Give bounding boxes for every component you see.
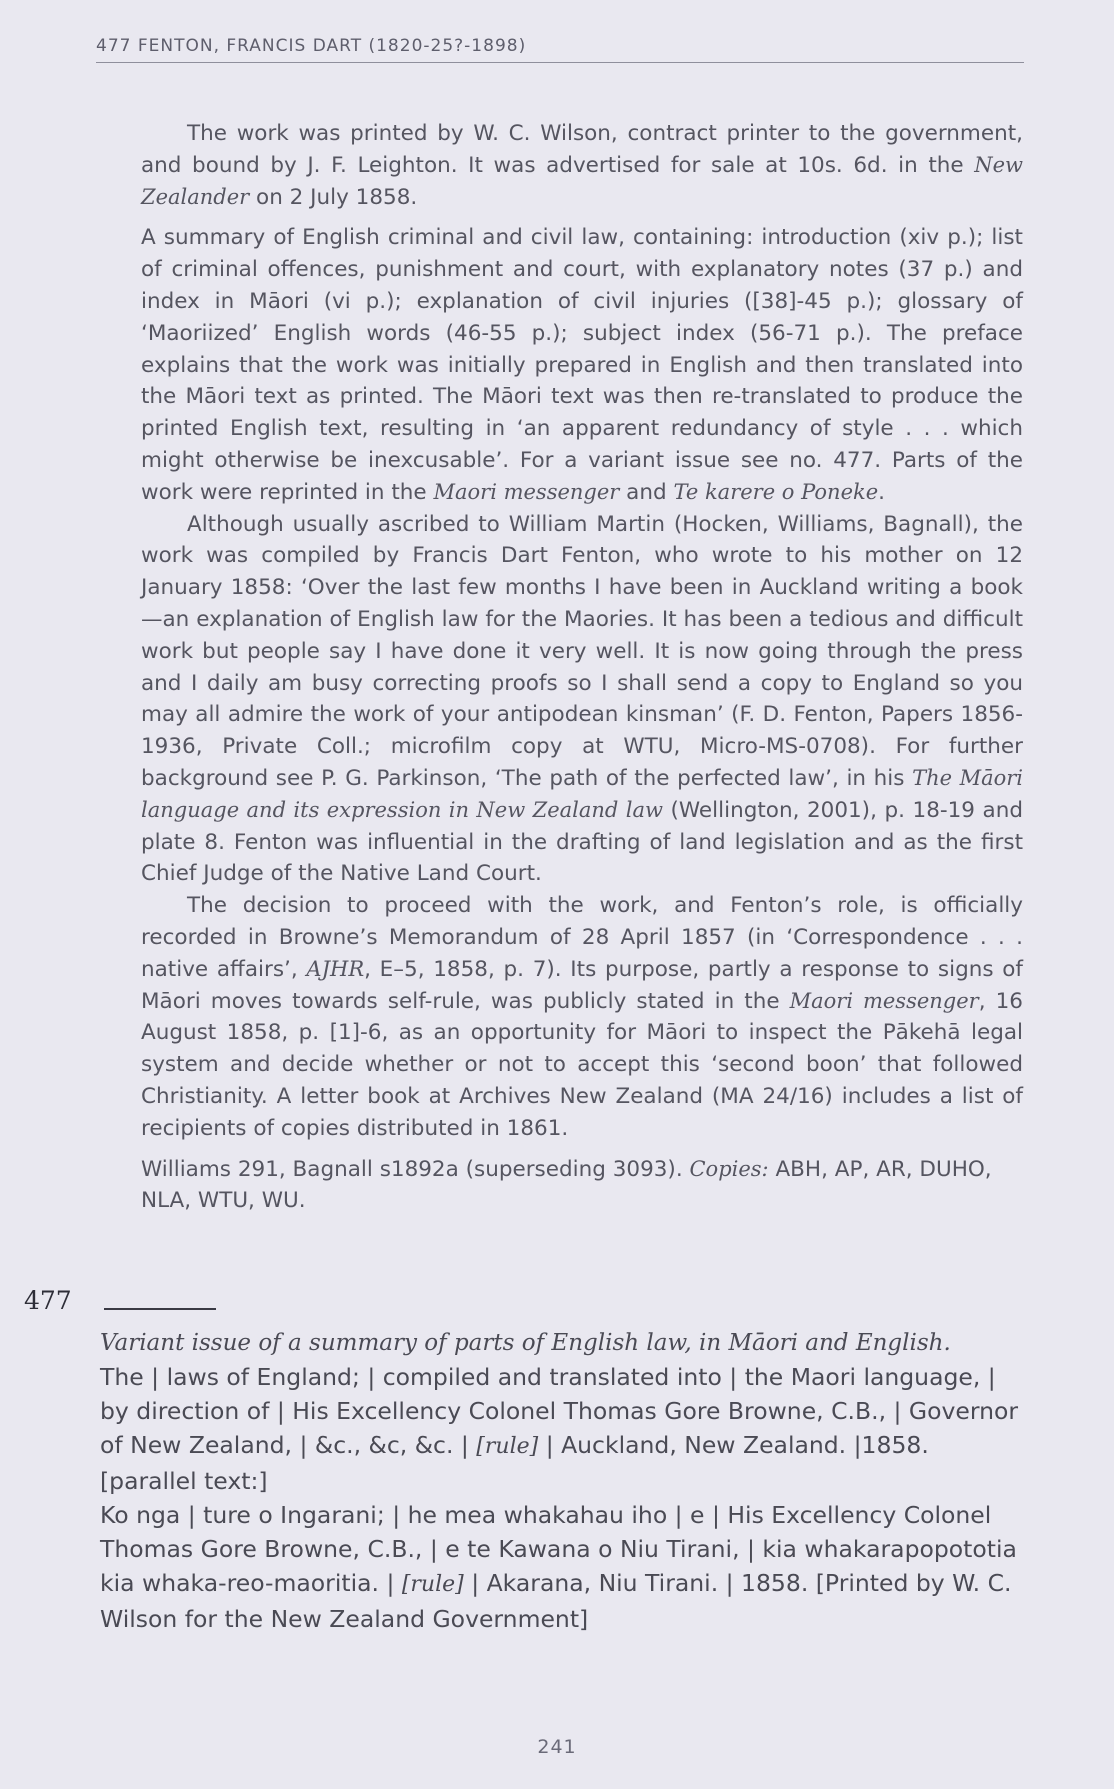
entry-number: 477 xyxy=(24,1286,72,1315)
note-summary: A summary of English criminal and civil law, containing: introduction (xiv p.); list of criminal offences, punishment and court, with explanatory notes (37 p.) and index in Māori (vi p.); explanation of civil injuries ([38]-45 p.); glossary of ‘Maoriized’ English words (46-55 p.); subject index (56-71 p.). The preface explains that the work was initially prepared in English and then translated into the Māori text as printed. The Māori text was then re-translated to produce the printed English text, resulting in ‘an apparent redundancy of style . . . which might otherwise be inexcusable’. For a variant issue see no. 477. Parts of the work were reprinted in the Maori messenger and Te karere o Poneke. xyxy=(141,225,1023,505)
copies-label: Copies: xyxy=(689,1156,769,1181)
title-citation: New Zealander xyxy=(141,152,1023,209)
title-citation: Te karere o Poneke xyxy=(673,479,879,504)
parallel-label: [parallel text:] xyxy=(100,1467,268,1495)
note-decision: The decision to proceed with the work, and Fenton’s role, is officially recorded in Browne’s Memorandum of 28 April 1857 (in ‘Correspondence . . . native affairs’, AJHR, E–5, 1858, p. 7). Its purpose, partly a response to signs of Māori moves towards self-rule, was publicly stated in the Maori messenger, 16 August 1858, p. [1]-6, as an opportunity for Māori to inspect the Pākehā legal system and decide whether or not to accept this ‘second boon’ that followed Christianity. A letter book at Archives New Zealand (MA 24/16) includes a list of recipients of copies distributed in 1861. xyxy=(141,893,1023,1141)
note-printing: The work was printed by W. C. Wilson, contract printer to the government, and bound by J. F. Leighton. It was advertised for sale at 10s. 6d. in the New Zealander on 2 July 1858. xyxy=(141,121,1023,210)
title-citation: AJHR xyxy=(306,956,365,981)
title-page-maori: Ko nga | ture o Ingarani; | he mea whakahau iho | e | His Excellency Colonel Thomas Gore Browne, C.B., | e te Kawana o Niu Tirani, | kia whakarapopototia kia whaka-reo-maoritia. | [rule] | Akarana, Niu Tirani. | 1858. [Printed by W. C. Wilson for the New Zealand Government] xyxy=(100,1501,1017,1633)
title-citation: Maori messenger xyxy=(789,988,979,1013)
entry-title: Variant issue of a summary of parts of English law, in Māori and English. xyxy=(100,1330,951,1356)
entry-476-notes xyxy=(141,118,1023,1217)
note-authorship: Although usually ascribed to William Martin (Hocken, Williams, Bagnall), the work was compiled by Francis Dart Fenton, who wrote to his mother on 12 January 1858: ‘Over the last few months I have been in Auckland writing a book—an explanation of English law for the Maories. It has been a tedious and difficult work but people say I have done it very well. It is now going through the press and I daily am busy correcting proofs so I shall send a copy to England so you may all admire the work of your antipodean kinsman’ (F. D. Fenton, Papers 1856-1936, Private Coll.; microfilm copy at WTU, Micro-MS-0708). For further background see P. G. Parkinson, ‘The path of the perfected law’, in his The Māori language and its expression in New Zealand law (Wellington, 2001), p. 18-19 and plate 8. Fenton was influential in the drafting of land legislation and as the first Chief Judge of the Native Land Court. xyxy=(141,511,1024,887)
note-references: Williams 291, Bagnall s1892a (superseding 3093). Copies: ABH, AP, AR, DUHO, NLA, WTU, WU. xyxy=(141,1156,992,1214)
entry-transcription xyxy=(100,1326,1026,1636)
title-page-english: The | laws of England; | compiled and translated into | the Maori language, | by direction of | His Excellency Colonel Thomas Gore Browne, C.B., | Governor of New Zealand, | &c., &c, &c. | [rule] | Auckland, New Zealand. |1858. xyxy=(100,1363,1019,1459)
author-dash xyxy=(104,1308,216,1310)
page-number: 241 xyxy=(537,1736,577,1758)
title-citation: The Māori language and its expression in New Zealand law xyxy=(141,765,1024,822)
running-head: 477 FENTON, FRANCIS DART (1820-25?-1898) xyxy=(96,36,1024,63)
title-citation: Maori messenger xyxy=(433,479,620,504)
